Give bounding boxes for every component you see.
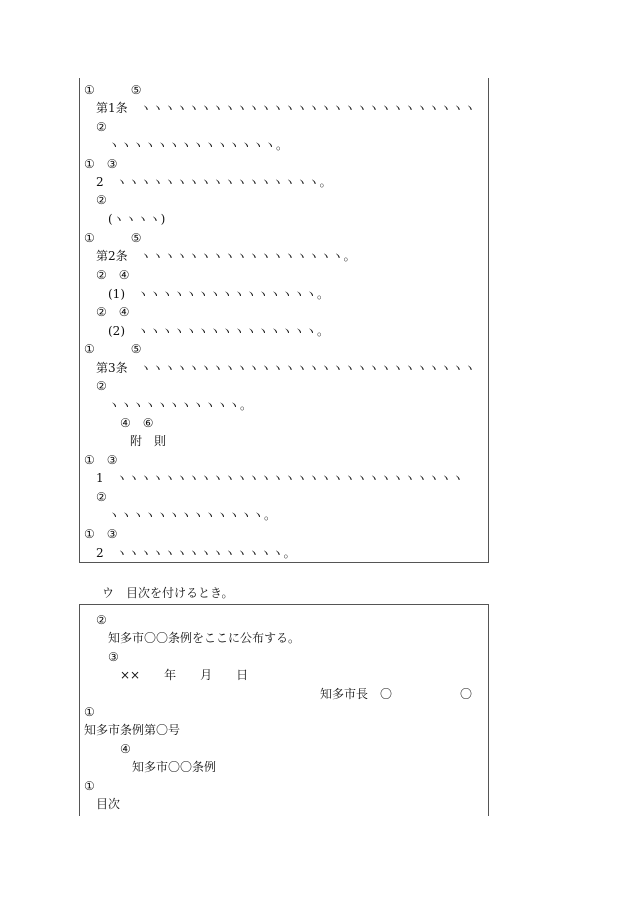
marker-line: ② xyxy=(96,490,107,504)
article-1-line: 第1条 ヽヽヽヽヽヽヽヽヽヽヽヽヽヽヽヽヽヽヽヽヽヽヽヽヽヽヽヽ xyxy=(96,101,476,115)
article-3-line: 第3条 ヽヽヽヽヽヽヽヽヽヽヽヽヽヽヽヽヽヽヽヽヽヽヽヽヽヽヽヽ xyxy=(96,361,476,375)
supplementary-provisions-heading: 附 則 xyxy=(130,434,167,448)
marker-line: ① ⑤ xyxy=(84,231,142,245)
marker-line: ② ④ xyxy=(96,305,130,319)
box2-right-border xyxy=(488,604,489,816)
marker-line: ① xyxy=(84,705,95,719)
article-3-continuation: ヽヽヽヽヽヽヽヽヽヽヽ。 xyxy=(108,398,253,412)
box2-top-border xyxy=(79,604,489,605)
section-heading: ウ 目次を付けるとき。 xyxy=(102,586,234,600)
marker-line: ② xyxy=(96,120,107,134)
promulgation-statement: 知多市〇〇条例をここに公布する。 xyxy=(108,631,301,645)
marker-line: ① ③ xyxy=(84,157,118,171)
box1-bottom-border xyxy=(79,562,489,563)
marker-line: ③ xyxy=(108,650,119,664)
box2-left-border xyxy=(79,604,80,816)
mayor-seal-mark: 〇 xyxy=(460,687,473,701)
ordinance-title-line: 知多市〇〇条例 xyxy=(132,760,217,774)
marker-line: ② ④ xyxy=(96,268,130,282)
marker-line: ① ⑤ xyxy=(84,342,142,356)
item-1-line: (1) ヽヽヽヽヽヽヽヽヽヽヽヽヽヽヽ。 xyxy=(108,287,329,301)
marker-line: ① ③ xyxy=(84,453,118,467)
supplementary-2-line: 2 ヽヽヽヽヽヽヽヽヽヽヽヽヽヽ。 xyxy=(96,546,296,560)
table-of-contents-heading: 目次 xyxy=(96,797,121,811)
marker-line: ① xyxy=(84,779,95,793)
supplementary-1-continuation: ヽヽヽヽヽヽヽヽヽヽヽヽヽ。 xyxy=(108,508,277,522)
marker-line: ② xyxy=(96,379,107,393)
parenthetical-line: (ヽヽヽヽ) xyxy=(108,212,166,226)
ordinance-number-line: 知多市条例第〇号 xyxy=(84,723,181,737)
marker-line: ② xyxy=(96,193,107,207)
article-1-continuation: ヽヽヽヽヽヽヽヽヽヽヽヽヽヽ。 xyxy=(108,138,289,152)
mayor-signature-line: 知多市長 〇 xyxy=(320,687,393,701)
paragraph-2-line: 2 ヽヽヽヽヽヽヽヽヽヽヽヽヽヽヽヽヽ。 xyxy=(96,175,332,189)
date-line: ×× 年 月 日 xyxy=(120,668,249,682)
box1-right-border xyxy=(488,78,489,562)
marker-line: ① ③ xyxy=(84,527,118,541)
supplementary-1-line: 1 ヽヽヽヽヽヽヽヽヽヽヽヽヽヽヽヽヽヽヽヽヽヽヽヽヽヽヽヽヽ xyxy=(96,471,464,485)
box1-left-border xyxy=(79,78,80,562)
marker-line: ① ⑤ xyxy=(84,83,142,97)
item-2-line: (2) ヽヽヽヽヽヽヽヽヽヽヽヽヽヽヽ。 xyxy=(108,324,329,338)
article-2-line: 第2条 ヽヽヽヽヽヽヽヽヽヽヽヽヽヽヽヽヽ。 xyxy=(96,249,356,263)
marker-line: ④ xyxy=(120,742,131,756)
marker-line: ④ ⑥ xyxy=(120,416,154,430)
marker-line: ② xyxy=(96,613,107,627)
